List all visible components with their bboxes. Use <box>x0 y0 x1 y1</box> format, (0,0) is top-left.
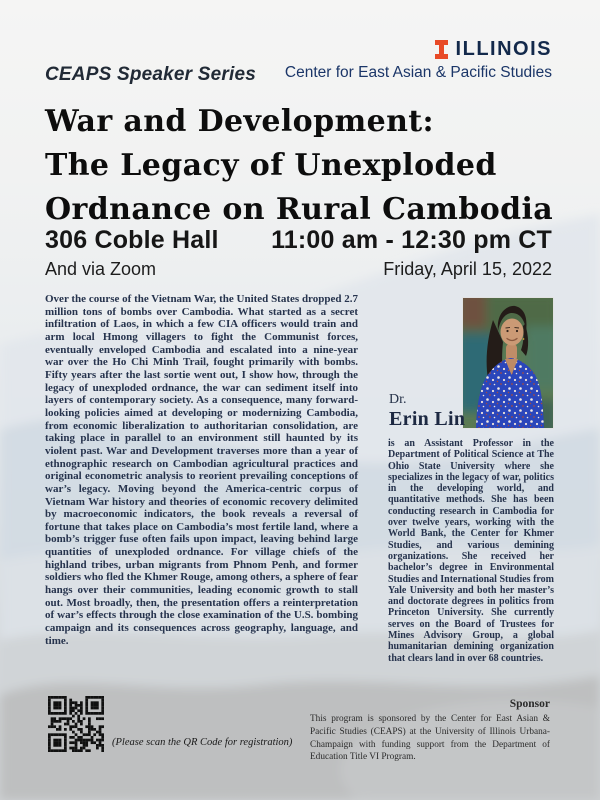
event-date: Friday, April 15, 2022 <box>383 259 552 279</box>
speaker-bio: is an Assistant Professor in the Department of Political Science at The Ohio State University where she specializes in the legacy of war, politics in the developing world, and quantitative methods. She has been conducting research in Cambodia for over twelve years, working with the World Bank, the Center for Khmer Studies, and various demining organizations. She received her bachelor’s degree in Environmental Studies and International Studies from Yale University and both her master’s and doctorate degrees in politics from Princeton University. She currently serves on the Board of Trustees for Mines Advisory Group, a global humanitarian demining organization that clears land in over 68 countries. <box>388 438 554 664</box>
speaker-prefix: Dr. <box>389 392 407 407</box>
title-line-1: War and Development: <box>45 104 435 139</box>
speaker-name: Erin Lin <box>389 408 466 430</box>
illinois-block-i-icon <box>434 39 449 60</box>
title-line-3: Ordnance on Rural Cambodia <box>45 192 554 227</box>
event-location: 306 Coble Hall <box>45 226 219 254</box>
illinois-wordmark: ILLINOIS <box>455 38 552 60</box>
sponsor-heading: Sponsor <box>509 698 550 710</box>
abstract-text: Over the course of the Vietnam War, the United States dropped 2.7 million tons of bombs over Cambodia. What started as a secret infiltration of Laos, in which a few CIA officers would train and arm local Hmong villagers to fight the Communist forces, eventually enveloped Cambodia and escalated into a nine-year war over the Ho Chi Minh Trail, fought primarily with bombs. Fifty years after the last sortie went out, I show how, through the legacy of unexploded ordnance, the war can sediment itself into layers of contemporary society. As a consequence, many forward-looking policies aimed at developing or modernizing Cambodia, from economic liberalization to authoritarian consolidation, are taking place in parallel to an environment still haunted by its violent past. War and Development traverses more than a year of ethnographic research on Cambodian agricultural practices and original econometric analysis to reorient prevailing conceptions of war’s legacy. Moving beyond the America-centric corpus of Vietnam War history and theories of economic recovery delimited by macroeconomic indicators, the book reveals a reversal of fortune that takes place on Cambodia’s most fertile land, where a bomb’s trigger fuse often fails upon impact, leaving behind large quantities of unexploded ordnance. For village chiefs of the highland tribes, urban migrants from Phnom Penh, and former soldiers who fled the Khmer Rouge, among others, a sphere of fear hangs over their communities, leading economic growth to stall out. Most broadly, then, the presentation offers a reinterpretation of war’s effects through the close examination of the U.S. bombing campaign and its consequences across geography, language, and time. <box>45 293 358 647</box>
event-details <box>45 226 552 280</box>
series-label: CEAPS Speaker Series <box>45 64 257 85</box>
speaker-photo <box>463 298 553 428</box>
qr-caption: (Please scan the QR Code for registration) <box>112 737 293 748</box>
illinois-unit-name: Center for East Asian & Pacific Studies <box>284 64 552 81</box>
illinois-logo <box>285 38 552 82</box>
qr-code <box>48 696 104 752</box>
event-time: 11:00 am - 12:30 pm CT <box>271 226 552 254</box>
sponsor-text: This program is sponsored by the Center for East Asian & Pacific Studies (CEAPS) at the University of Illinois Urbana-Champaign with funding support from the Department of Education Title VI Program. <box>310 714 550 763</box>
title-line-2: The Legacy of Unexploded <box>45 148 497 183</box>
sponsor-block <box>310 698 550 764</box>
event-location-sub: And via Zoom <box>45 259 157 279</box>
event-title <box>45 100 553 232</box>
